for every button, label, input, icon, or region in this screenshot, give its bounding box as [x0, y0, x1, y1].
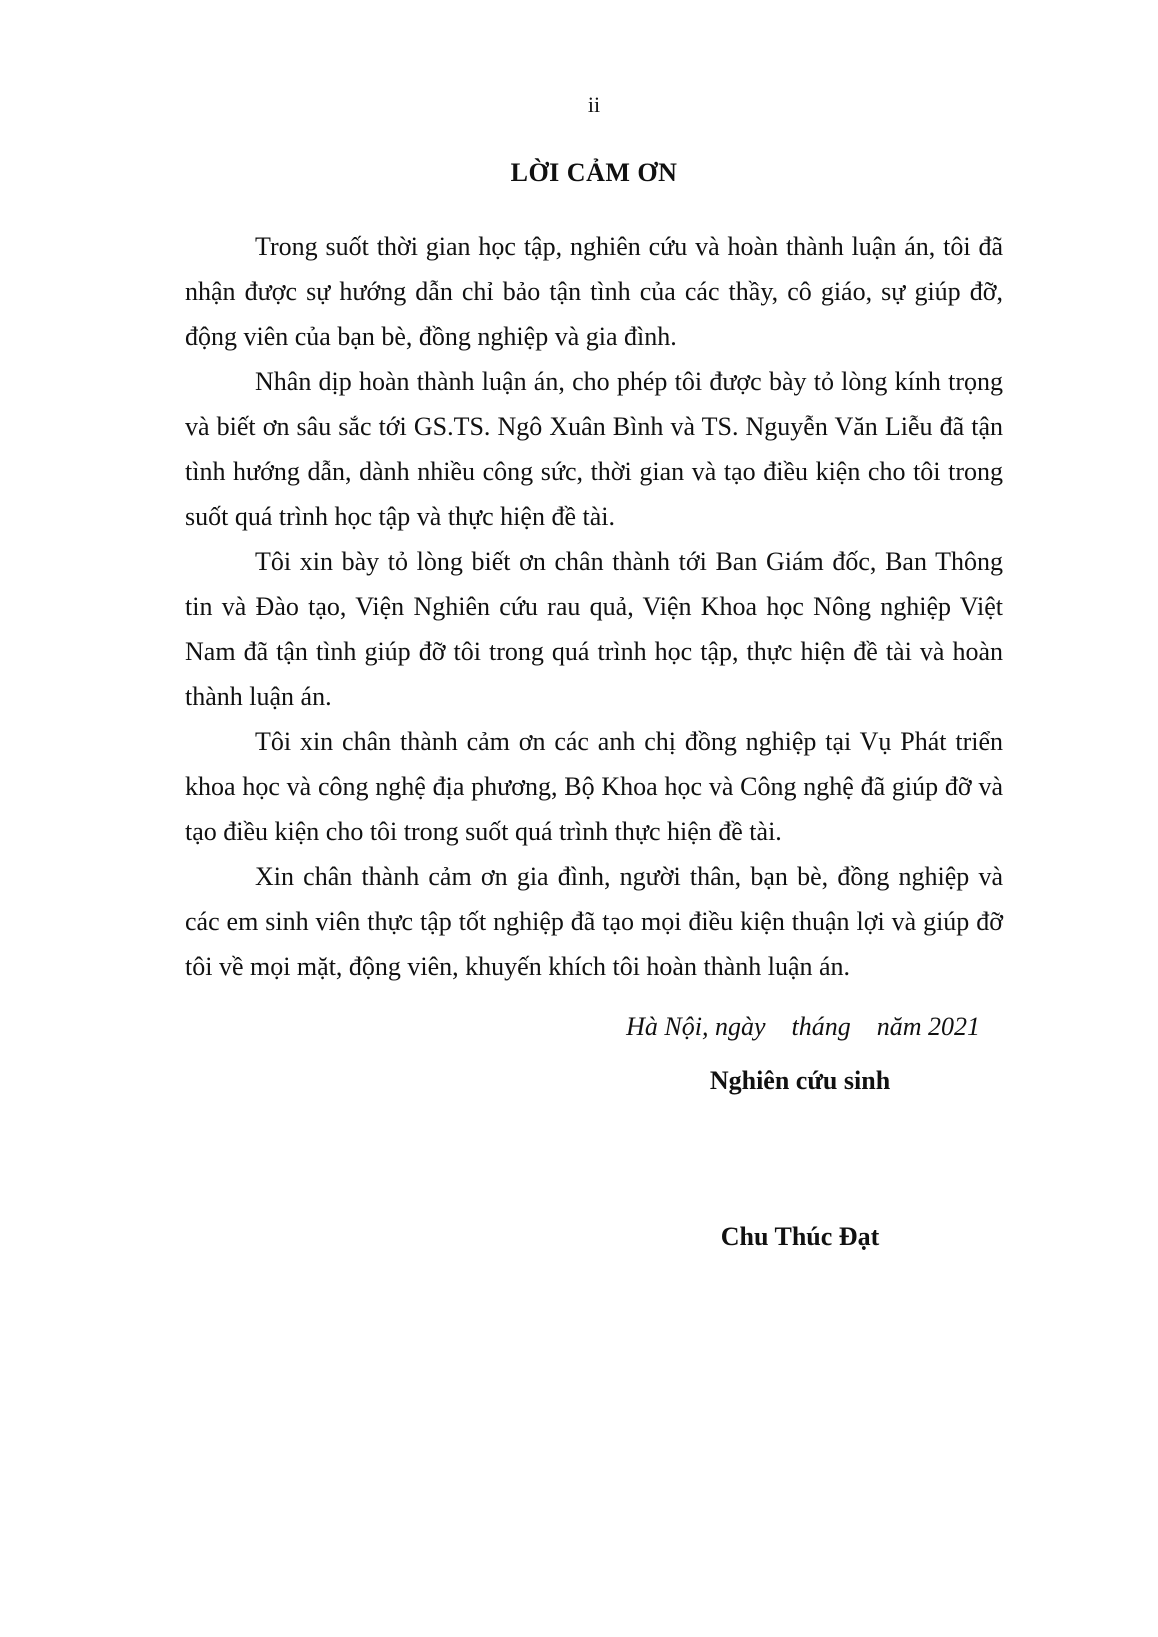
signer-name: Chu Thúc Đạt — [720, 1222, 880, 1251]
paragraph-5: Xin chân thành cảm ơn gia đình, người thân, bạn bè, đồng nghiệp và các em sinh viên thực tập tốt nghiệp đã tạo mọi điều kiện thuận lợi và giúp đỡ tôi về mọi mặt, động viên, khuyến khích tôi hoàn thành luận án. — [185, 862, 1003, 981]
paragraph-4: Tôi xin chân thành cảm ơn các anh chị đồng nghiệp tại Vụ Phát triển khoa học và công nghệ địa phương, Bộ Khoa học và Công nghệ đã giúp đỡ và tạo điều kiện cho tôi trong suốt quá trình thực hiện đề tài. — [185, 727, 1003, 846]
acknowledgement-body — [185, 224, 1003, 989]
paragraph-2: Nhân dịp hoàn thành luận án, cho phép tôi được bày tỏ lòng kính trọng và biết ơn sâu sắc tới GS.TS. Ngô Xuân Bình và TS. Nguyễn Văn Liễu đã tận tình hướng dẫn, dành nhiều công sức, thời gian và tạo điều kiện cho tôi trong suốt quá trình học tập và thực hiện đề tài. — [185, 367, 1003, 531]
paragraph-3: Tôi xin bày tỏ lòng biết ơn chân thành tới Ban Giám đốc, Ban Thông tin và Đào tạo, Viện Nghiên cứu rau quả, Viện Khoa học Nông nghiệp Việt Nam đã tận tình giúp đỡ tôi trong quá trình học tập, thực hiện đề tài và hoàn thành luận án. — [185, 547, 1003, 711]
date-line — [560, 1012, 980, 1042]
date-line-text: Hà Nội, ngày tháng năm 2021 — [626, 1012, 980, 1041]
page-title: LỜI CẢM ƠN — [510, 158, 678, 187]
page-number: ii — [587, 92, 601, 117]
signer-role: Nghiên cứu sinh — [709, 1066, 891, 1095]
paragraph-1: Trong suốt thời gian học tập, nghiên cứu và hoàn thành luận án, tôi đã nhận được sự hướng dẫn chỉ bảo tận tình của các thầy, cô giáo, sự giúp đỡ, động viên của bạn bè, đồng nghiệp và gia đình. — [185, 232, 1003, 351]
